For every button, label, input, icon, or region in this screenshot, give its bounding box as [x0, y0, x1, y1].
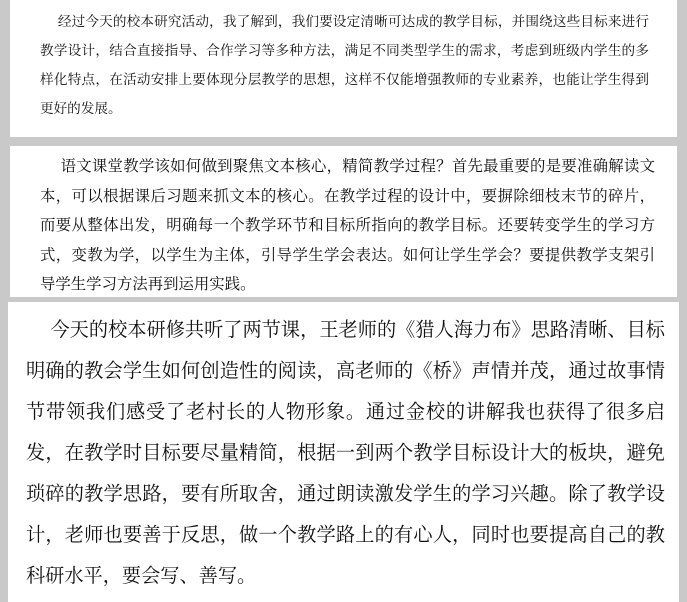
reflection-text-2: 语文课堂教学该如何做到聚焦文本核心，精简教学过程？首先最重要的是要准确解读文本，可以根据课后习题来抓文本的核心。在教学过程的设计中，要摒除细枝末节的碎片，而要从整体出发，明确每一个教学环节和目标所指向的教学目标。还要转变学生的学习方式，变教为学，以学生为主体，引导学生学会表达。如何让学生学会？要提供教学支架引导学生学习方法再到运用实践。	[40, 157, 655, 293]
reflection-card-1	[10, 0, 677, 137]
reflection-text-3: 今天的校本研修共听了两节课，王老师的《猎人海力布》思路清晰、目标明确的教会学生如何创造性的阅读，高老师的《桥》声情并茂，通过故事情节带领我们感受了老村长的人物形象。通过金校的讲解我也获得了很多启发，在教学时目标要尽量精简，根据一到两个教学目标设计大的板块，避免琐碎的教学思路，要有所取舍，通过朗读激发学生的学习兴趣。除了教学设计，老师也要善于反思，做一个教学路上的有心人，同时也要提高自己的教科研水平，要会写、善写。	[26, 318, 665, 587]
reflection-card-3	[8, 302, 679, 602]
reflection-card-2	[10, 146, 677, 297]
reflection-text-1: 经过今天的校本研究活动，我了解到，我们要设定清晰可达成的教学目标，并围绕这些目标来进行教学设计，结合直接指导、合作学习等多种方法，满足不同类型学生的需求，考虑到班级内学生的多样化特点，在活动安排上要体现分层教学的思想，这样不仅能增强教师的专业素养，也能让学生得到更好的发展。	[40, 14, 649, 117]
